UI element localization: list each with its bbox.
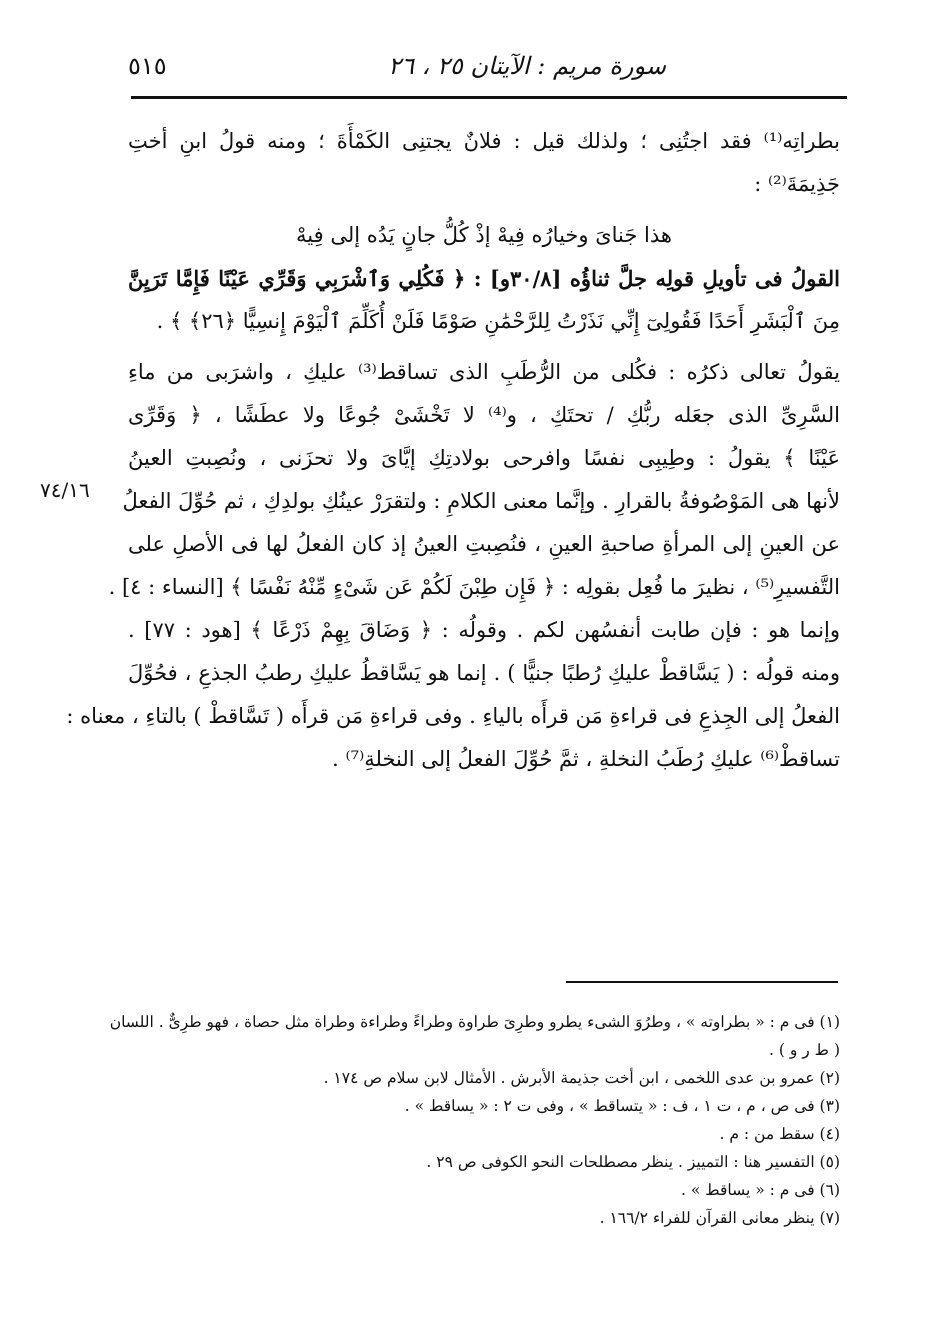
footnote-continuation: ( ط ر و ) . [769,1041,840,1059]
text-line: وإنما هو : فإن طابت أنفسُهن لكم . وقولُه : ﴿ وَضَاقَ بِهِمْ ذَرْعًا ﴾ [هود : ٧٧] . [128,618,841,642]
text-line: تساقطْ⁽⁶⁾ عليكِ رُطَبُ النخلةِ ، ثمَّ حُوِّلَ الفعلُ إلى النخلةِ⁽⁷⁾ . [332,747,840,771]
text-line: جَذِيمَةَ⁽²⁾ : [754,172,840,196]
footnote: (٥) التفسير هنا : التمييز . ينظر مصطلحات النحو الكوفى ص ٢٩ . [426,1153,840,1171]
footnotes [109,1008,840,1232]
page-number: ٥١٥ [128,52,167,80]
footnote: (٢) عمرو بن عدى اللخمى ، ابن أخت جذيمة الأبرش . الأمثال لابن سلام ص ١٧٤ . [323,1069,840,1087]
text-line: ومنه قولُه : ( يَسَّاقطْ عليكِ رُطبًا جنيًّا ) . إنما هو يَسَّاقطُ عليكِ رطبُ الجذعِ ، فحُوِّلَ [128,661,840,685]
text-line: بطراتِه⁽¹⁾ فقد اجتُنِى ؛ ولذلك قيل : فلانٌ يجتنِى الكَمْأَةَ ؛ ومنه قولُ ابنِ أختِ [128,129,840,153]
poem-verse: هذا جَناىَ وخيارُه فِيهْ إذْ كُلُّ جانٍ يَدُه إلى فِيهْ [296,223,672,247]
header-rule [131,96,847,99]
text-line: التَّفسيرِ⁽⁵⁾ ، نظيرَ ما فُعِل بقولِه : ﴿ فَإِن طِبْنَ لَكُمْ عَن شَىْءٍ مِّنْهُ نَفْسًا ﴾ [النساء : ٤] . [108,575,840,599]
text-line: عَيْنًا ﴾ يقولُ : وطِيبِى نفسًا وافرحى بولادتِكِ إيَّاىَ ولا تحزَنى ، ونُصِبتِ العينُ [128,446,840,470]
text-line: الفعلُ إلى الجِذعِ فى قراءةِ مَن قرأَه بالياءِ . وفى قراءةِ مَن قرأَه ( تَسَّاقطْ ) بالتاءِ ، معناه : [66,704,840,728]
margin-reference: ٧٤/١٦ [40,478,90,502]
main-text [66,120,841,781]
section-heading-line: القولُ فى تأويلِ قولِه جلَّ ثناؤُه [٣٠/٨و] : ﴿ فَكُلِي وَٱشْرَبِي وَقَرِّي عَيْنًا فَإِمَّا تَرَيِنَّ [128,266,841,291]
footnote: (٤) سقط من : م . [719,1125,840,1143]
page-header [128,48,846,94]
text-line: السَّرِىِّ الذى جعَله ربُّكِ / تحتَكِ ، و⁽⁴⁾ لا تَخْشَىْ جُوعًا ولا عطَشًا ، ﴿ وَقَرِّى [128,403,840,427]
text-line: يقولُ تعالى ذكرُه : فكُلى من الرُّطَبِ الذى تساقط⁽³⁾ عليكِ ، واشرَبى من ماءِ [128,360,841,384]
footnote: (٣) فى ص ، م ، ت ١ ، ف : « يتساقط » ، وفى ت ٢ : « يساقط » . [404,1097,840,1115]
text-line: عن العينِ إلى المرأةِ صاحبةِ العينِ ، فنُصِبتِ العينُ إذ كان الفعلُ لها فى الأصلِ على [128,532,840,556]
footnote: (٧) ينظر معانى القرآن للفراء ١٦٦/٢ . [599,1209,840,1227]
footnote-rule [566,981,838,983]
quran-verse-line: مِنَ ٱلْبَشَرِ أَحَدًا فَقُولِىٓ إِنِّي نَذَرْتُ لِلرَّحْمَٰنِ صَوْمًا فَلَنْ أُكَلِّمَ ٱلْيَوْمَ إِنسِيًّا ﴿٢٦﴾ ﴾ . [156,309,840,333]
running-title: سورة مريم : الآيتان ٢٥ ، ٢٦ [388,52,666,80]
footnote: (٦) فى م : « يساقط » . [681,1181,840,1199]
footnote: (١) فى م : « بطراوته » ، وطرُوَ الشىء يطرو وطرِىَ طراوة وطراءً وطراءة وطراة مثل حصاة ، فهو طرِىٌّ . اللسان [109,1013,840,1031]
text-line: لأنها هى المَوْصُوفةُ بالقرارِ . وإنَّما معنى الكلامِ : ولتقرَرْ عينُكِ بولدِكِ ، ثم حُوِّلَ الفعلُ [122,489,840,513]
